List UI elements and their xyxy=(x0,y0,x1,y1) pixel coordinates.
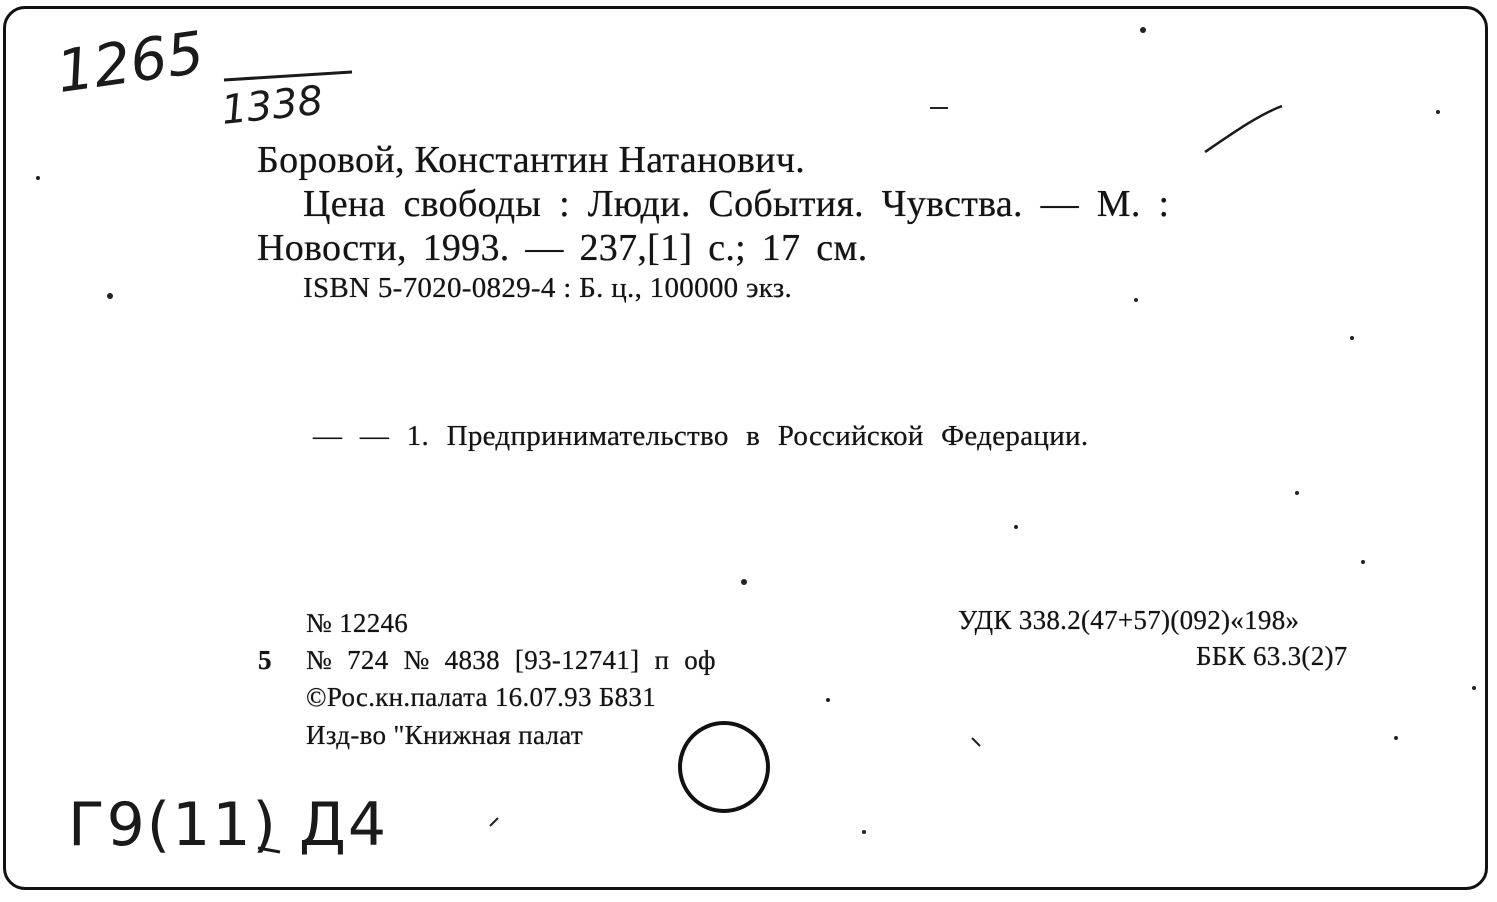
title-line: Цена свободы : Люди. События. Чувства. — М. : xyxy=(303,183,1170,225)
imprint-line: Новости, 1993. — 237,[1] с.; 17 см. xyxy=(257,227,868,269)
copyright-line: ©Рос.кн.палата 16.07.93 Б831 xyxy=(306,682,657,712)
handwritten-number-top: 1265 xyxy=(52,18,209,107)
subject-heading: — — 1. Предпринимательство в Российской Федерации. xyxy=(313,420,1089,452)
card-number: № 12246 xyxy=(306,608,409,638)
publisher-line: Изд-во "Книжная палат xyxy=(306,720,583,750)
udk-code: УДК 338.2(47+57)(092)«198» xyxy=(958,605,1300,635)
isbn-line: ISBN 5-7020-0829-4 : Б. ц., 100000 экз. xyxy=(303,272,793,304)
handwritten-classification-code: Г9(11) Д4 xyxy=(68,790,389,860)
bbk-code: ББК 63.3(2)7 xyxy=(1196,641,1348,671)
registration-numbers: № 724 № 4838 [93-12741] п оф xyxy=(306,645,716,675)
quantity-digit: 5 xyxy=(258,645,272,675)
author-line: Боровой, Константин Натанович. xyxy=(257,139,806,181)
handwritten-number-top-2: 1338 xyxy=(219,77,326,134)
